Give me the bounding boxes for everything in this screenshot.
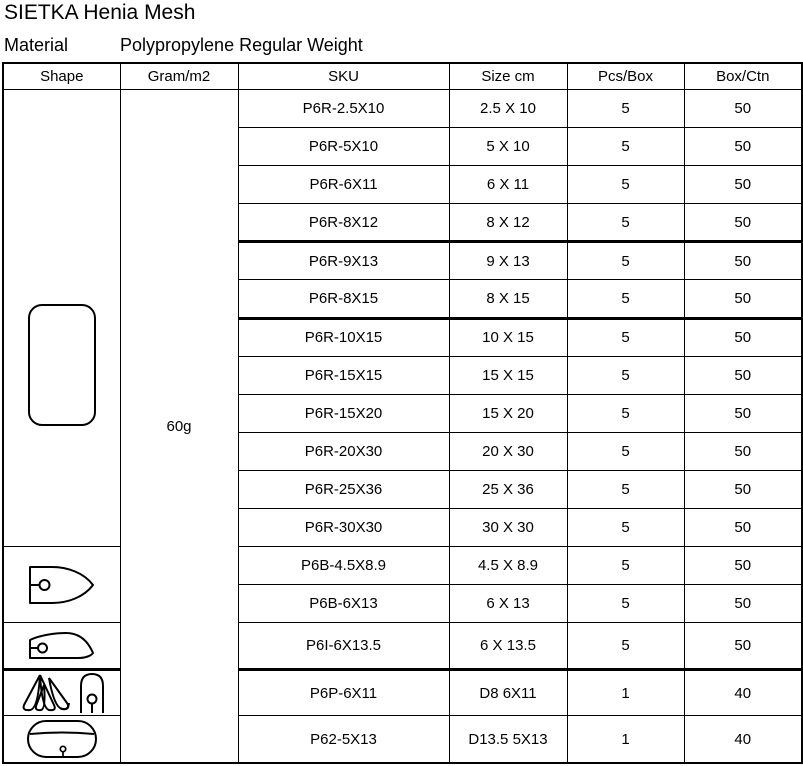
size-cell: 8 X 12 bbox=[449, 204, 567, 242]
pcs-cell: 5 bbox=[567, 90, 684, 128]
size-cell: 6 X 11 bbox=[449, 166, 567, 204]
sku-cell: P6R-15X15 bbox=[238, 356, 449, 394]
pcs-cell: 5 bbox=[567, 432, 684, 470]
box-cell: 50 bbox=[684, 166, 802, 204]
pcs-cell: 5 bbox=[567, 394, 684, 432]
box-cell: 40 bbox=[684, 716, 802, 763]
size-cell: 6 X 13 bbox=[449, 585, 567, 623]
sku-cell: P6P-6X11 bbox=[238, 670, 449, 716]
pcs-cell: 1 bbox=[567, 670, 684, 716]
sku-cell: P6R-9X13 bbox=[238, 242, 449, 280]
size-cell: 9 X 13 bbox=[449, 242, 567, 280]
material-label: Material bbox=[4, 35, 69, 55]
size-cell: D13.5 5X13 bbox=[449, 716, 567, 763]
shape-cell-oval bbox=[3, 716, 120, 763]
size-cell: 30 X 30 bbox=[449, 508, 567, 546]
material-value: Polypropylene Regular Weight bbox=[120, 35, 363, 55]
size-cell: 4.5 X 8.9 bbox=[449, 546, 567, 584]
product-table bbox=[2, 62, 803, 764]
sku-cell: P6R-8X12 bbox=[238, 204, 449, 242]
box-cell: 50 bbox=[684, 204, 802, 242]
col-header-shape: Shape bbox=[3, 63, 120, 90]
size-cell: D8 6X11 bbox=[449, 670, 567, 716]
pcs-cell: 5 bbox=[567, 204, 684, 242]
box-cell: 50 bbox=[684, 90, 802, 128]
pcs-cell: 1 bbox=[567, 716, 684, 763]
sku-cell: P6I-6X13.5 bbox=[238, 623, 449, 670]
page-title: SIETKA Henia Mesh bbox=[4, 1, 196, 24]
box-cell: 40 bbox=[684, 670, 802, 716]
iron-shape-icon bbox=[28, 630, 96, 662]
gram-cell: 60g bbox=[120, 90, 238, 763]
box-cell: 50 bbox=[684, 318, 802, 356]
col-header-pcs: Pcs/Box bbox=[567, 63, 684, 90]
sku-cell: P6R-25X36 bbox=[238, 470, 449, 508]
size-cell: 20 X 30 bbox=[449, 432, 567, 470]
size-cell: 2.5 X 10 bbox=[449, 90, 567, 128]
sku-cell: P6R-6X11 bbox=[238, 166, 449, 204]
sku-cell: P6R-15X20 bbox=[238, 394, 449, 432]
col-header-box: Box/Ctn bbox=[684, 63, 802, 90]
box-cell: 50 bbox=[684, 470, 802, 508]
pcs-cell: 5 bbox=[567, 356, 684, 394]
box-cell: 50 bbox=[684, 546, 802, 584]
pcs-cell: 5 bbox=[567, 280, 684, 318]
table-header-row bbox=[3, 63, 802, 90]
shape-cell-cones-arch bbox=[3, 670, 120, 716]
box-cell: 50 bbox=[684, 623, 802, 670]
table-row bbox=[3, 90, 802, 128]
box-cell: 50 bbox=[684, 585, 802, 623]
sku-cell: P6B-6X13 bbox=[238, 585, 449, 623]
shape-cell-rectangle bbox=[3, 90, 120, 547]
box-cell: 50 bbox=[684, 394, 802, 432]
sku-cell: P6B-4.5X8.9 bbox=[238, 546, 449, 584]
pcs-cell: 5 bbox=[567, 585, 684, 623]
box-cell: 50 bbox=[684, 242, 802, 280]
pcs-cell: 5 bbox=[567, 470, 684, 508]
col-header-sku: SKU bbox=[238, 63, 449, 90]
box-cell: 50 bbox=[684, 280, 802, 318]
pcs-cell: 5 bbox=[567, 242, 684, 280]
pcs-cell: 5 bbox=[567, 623, 684, 670]
box-cell: 50 bbox=[684, 356, 802, 394]
sku-cell: P6R-20X30 bbox=[238, 432, 449, 470]
sku-cell: P62-5X13 bbox=[238, 716, 449, 763]
col-header-size: Size cm bbox=[449, 63, 567, 90]
box-cell: 50 bbox=[684, 128, 802, 166]
pcs-cell: 5 bbox=[567, 318, 684, 356]
shape-cell-tongue bbox=[3, 546, 120, 622]
size-cell: 15 X 15 bbox=[449, 356, 567, 394]
box-cell: 50 bbox=[684, 508, 802, 546]
sku-cell: P6R-5X10 bbox=[238, 128, 449, 166]
sku-cell: P6R-10X15 bbox=[238, 318, 449, 356]
tongue-shape-icon bbox=[28, 565, 96, 605]
pcs-cell: 5 bbox=[567, 508, 684, 546]
cone-cluster-icon bbox=[19, 672, 73, 714]
size-cell: 6 X 13.5 bbox=[449, 623, 567, 670]
size-cell: 5 X 10 bbox=[449, 128, 567, 166]
shape-cell-iron bbox=[3, 623, 120, 670]
pcs-cell: 5 bbox=[567, 546, 684, 584]
oval-tub-icon bbox=[26, 718, 98, 760]
sku-cell: P6R-8X15 bbox=[238, 280, 449, 318]
col-header-gram: Gram/m2 bbox=[120, 63, 238, 90]
size-cell: 25 X 36 bbox=[449, 470, 567, 508]
pcs-cell: 5 bbox=[567, 166, 684, 204]
size-cell: 10 X 15 bbox=[449, 318, 567, 356]
rounded-rectangle-icon bbox=[27, 303, 97, 427]
pcs-cell: 5 bbox=[567, 128, 684, 166]
size-cell: 8 X 15 bbox=[449, 280, 567, 318]
arch-with-eyelet-icon bbox=[79, 672, 105, 714]
sku-cell: P6R-2.5X10 bbox=[238, 90, 449, 128]
size-cell: 15 X 20 bbox=[449, 394, 567, 432]
box-cell: 50 bbox=[684, 432, 802, 470]
sku-cell: P6R-30X30 bbox=[238, 508, 449, 546]
